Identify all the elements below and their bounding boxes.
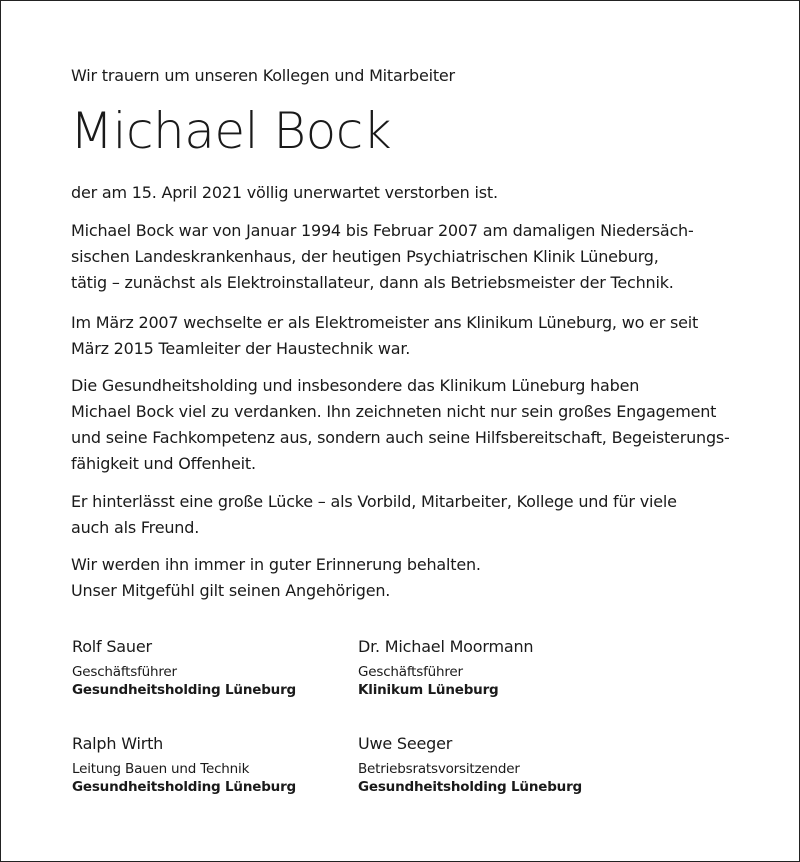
paragraph-line: der am 15. April 2021 völlig unerwartet verstorben ist.: [71, 183, 498, 202]
signatory-org: Klinikum Lüneburg: [358, 682, 499, 698]
signatory-michael-moormann: [358, 637, 533, 699]
signatory-name: Uwe Seeger: [358, 734, 453, 753]
signatory-role: Leitung Bauen und Technik: [72, 761, 250, 777]
signatory-org: Gesundheitsholding Lüneburg: [358, 779, 582, 795]
deceased-name: Michael Bock: [70, 102, 392, 160]
paragraph-appreciation: [71, 373, 730, 477]
signatory-name: Dr. Michael Moormann: [358, 637, 534, 656]
paragraph-condolence: [71, 552, 481, 604]
paragraph-career-1: [71, 218, 694, 296]
paragraph-line: Michael Bock war von Januar 1994 bis Februar 2007 am damaligen Niedersäch-: [71, 221, 694, 240]
signatory-uwe-seeger: [358, 734, 582, 796]
signatory-ralph-wirth: [72, 734, 296, 796]
signatory-role: Geschäftsführer: [72, 664, 177, 680]
signatory-name: Ralph Wirth: [72, 734, 164, 753]
paragraph-line: Im März 2007 wechselte er als Elektromeister ans Klinikum Lüneburg, wo er seit: [71, 313, 699, 332]
signatory-role: Betriebsratsvorsitzender: [358, 761, 520, 777]
paragraph-line: tätig – zunächst als Elektroinstallateur, dann als Betriebsmeister der Technik.: [71, 273, 674, 292]
paragraph-line: fähigkeit und Offenheit.: [71, 454, 256, 473]
paragraph-line: Michael Bock viel zu verdanken. Ihn zeichneten nicht nur sein großes Engagement: [71, 402, 717, 421]
paragraph-line: März 2015 Teamleiter der Haustechnik war.: [71, 339, 411, 358]
signatory-rolf-sauer: [72, 637, 296, 699]
paragraph-death-date: [71, 180, 498, 206]
paragraph-line: Er hinterlässt eine große Lücke – als Vorbild, Mitarbeiter, Kollege und für viele: [71, 492, 677, 511]
paragraph-line: Wir werden ihn immer in guter Erinnerung behalten.: [71, 555, 481, 574]
signatory-org: Gesundheitsholding Lüneburg: [72, 682, 296, 698]
signatory-org: Gesundheitsholding Lüneburg: [72, 779, 296, 795]
paragraph-line: Unser Mitgefühl gilt seinen Angehörigen.: [71, 581, 391, 600]
paragraph-line: und seine Fachkompetenz aus, sondern auch seine Hilfsbereitschaft, Begeisterungs-: [71, 428, 730, 447]
paragraph-career-2: [71, 310, 698, 362]
paragraph-line: Die Gesundheitsholding und insbesondere das Klinikum Lüneburg haben: [71, 376, 640, 395]
intro-line: Wir trauern um unseren Kollegen und Mitarbeiter: [71, 66, 455, 85]
paragraph-line: auch als Freund.: [71, 518, 200, 537]
paragraph-loss: [71, 489, 677, 541]
paragraph-line: sischen Landeskrankenhaus, der heutigen Psychiatrischen Klinik Lüneburg,: [71, 247, 659, 266]
signatory-name: Rolf Sauer: [72, 637, 152, 656]
signatory-role: Geschäftsführer: [358, 664, 463, 680]
